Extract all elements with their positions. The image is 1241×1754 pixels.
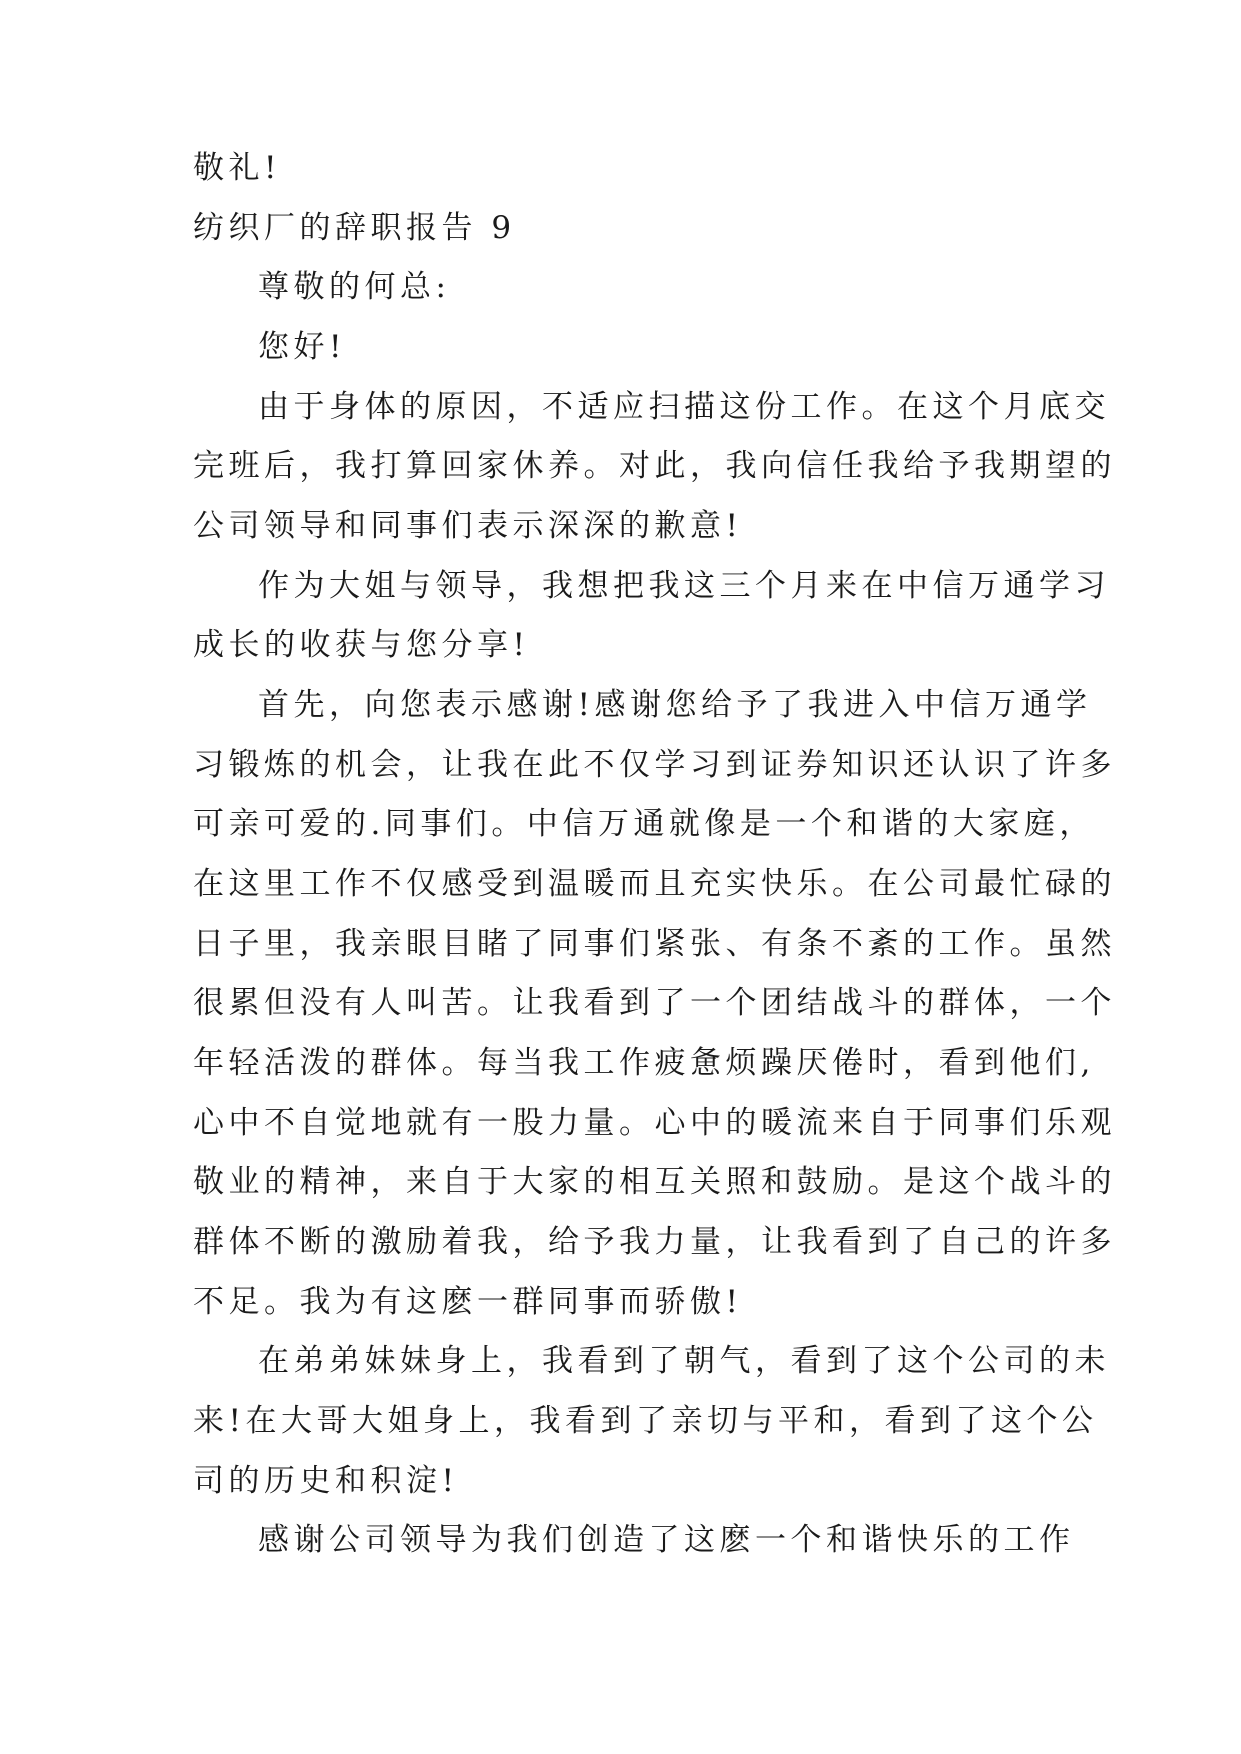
body-line: 感谢公司领导为我们创造了这麽一个和谐快乐的工作 [258,1522,1075,1558]
body-line: 习锻炼的机会，让我在此不仅学习到证券知识还认识了许多 [193,747,1116,783]
body-line: 由于身体的原因，不适应扫描这份工作。在这个月底交 [258,389,1110,425]
body-line: 心中不自觉地就有一股力量。心中的暖流来自于同事们乐观 [193,1105,1116,1141]
body-line: 在这里工作不仅感受到温暖而且充实快乐。在公司最忙碌的 [193,866,1116,902]
body-line: 很累但没有人叫苦。让我看到了一个团结战斗的群体，一个 [193,985,1116,1021]
body-line: 群体不断的激励着我，给予我力量，让我看到了自己的许多 [193,1224,1116,1260]
closing-text: 敬礼! [193,150,281,186]
body-line: 可亲可爱的.同事们。中信万通就像是一个和谐的大家庭， [193,806,1095,842]
greeting: 您好! [258,329,346,365]
section-title: 纺织厂的辞职报告 9 [193,210,516,246]
body-line: 敬业的精神，来自于大家的相互关照和鼓励。是这个战斗的 [193,1164,1116,1200]
body-line: 年轻活泼的群体。每当我工作疲惫烦躁厌倦时，看到他们, [193,1045,1095,1081]
body-line: 日子里，我亲眼目睹了同事们紧张、有条不紊的工作。虽然 [193,926,1116,962]
body-line: 公司领导和同事们表示深深的歉意! [193,508,743,544]
body-line: 司的历史和积淀! [193,1463,459,1499]
body-line: 作为大姐与领导，我想把我这三个月来在中信万通学习 [258,568,1110,604]
body-line: 在弟弟妹妹身上，我看到了朝气，看到了这个公司的未 [258,1343,1110,1379]
body-line: 完班后，我打算回家休养。对此，我向信任我给予我期望的 [193,448,1116,484]
salutation: 尊敬的何总: [258,269,451,305]
body-line: 不足。我为有这麽一群同事而骄傲! [193,1284,743,1320]
body-line: 首先，向您表示感谢!感谢您给予了我进入中信万通学 [258,687,1092,723]
body-line: 来!在大哥大姐身上，我看到了亲切与平和，看到了这个公 [193,1403,1098,1439]
body-line: 成长的收获与您分享! [193,627,530,663]
